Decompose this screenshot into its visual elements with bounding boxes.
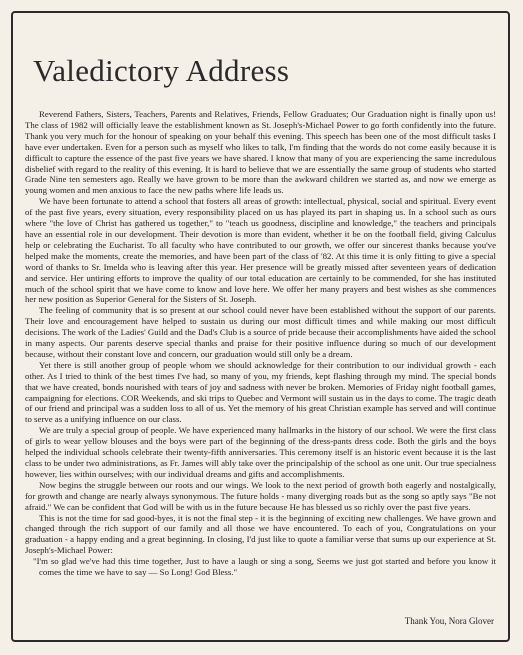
paragraph: We are truly a special group of people. We have experienced many hallmarks in the history of our school. We were the first class of girls to wear yellow blouses and the boys were part of the beginning of the dress-pants dress code. Both the girls and the boys helped the individual schools celebrate their twenty-fifth anniversaries. This ceremony itself is an historic event because it is the last class to be under two administrations, as Fr. James will ably take over the principalship of the school as one unit. Our true specialness however, lies within ourselves; with our individual dreams and gifts and accomplishments. bbox=[25, 425, 496, 479]
closing-quote: "I'm so glad we've had this time together, Just to have a laugh or sing a song, Seems we just got started and before you know it comes the time we have to say — So Long! God Bless." bbox=[33, 556, 496, 578]
document-title: Valedictory Address bbox=[33, 53, 290, 88]
paragraph: We have been fortunate to attend a school that fosters all areas of growth: intellectual, physical, social and spiritual. Every event of the past five years, every situation, every responsibility placed on us has played its part in shaping us. In a school such as ours where "the love of Christ has gathered us together," to "teach us goodness, discipline and knowledge," the teachers and principals have an essential role in our development. Their devotion is more than evident, whether it be on the football field, giving Calculus help or celebrating the Eucharist. To all faculty who have contributed to our growth, we offer our sincerest thanks because you've helped make the moments, create the memories, and have been part of the class of '82. At this time it is only fitting to give a special word of thanks to Sr. Imelda who is leaving after this year. Her presence will be greatly missed after seventeen years of dedication and service. Her untiring efforts to improve the quality of our total education are certainly to be commended, for she has instituted much of the school spirit that we have come to know and love here. We offer her many prayers and best wishes as she commences her new position as Superior General for the Sisters of St. Joseph. bbox=[25, 196, 496, 305]
paragraph: Reverend Fathers, Sisters, Teachers, Parents and Relatives, Friends, Fellow Graduates; Our Graduation night is finally upon us! The class of 1982 will officially leave the establishment known as St. Joseph's-Michael Power to go forth confidently into the future. Thank you very much for the honour of speaking on your behalf this evening. This speech has been one of the most difficult tasks I have ever undertaken. Even for a person such as myself who likes to talk, I'm finding that the words do not come easily because it is difficult to capture the essence of the past five years we have shared. I know that many of you are experiencing the same incredulous disbelief with regard to the reality of this evening. It is hard to believe that we are essentially the same group of students who started Grade Nine ten semesters ago. Really we have grown to be more than the awkward children we started as, and now we emerge as young women and men anxious to face the new paths where life leads us. bbox=[25, 109, 496, 196]
paragraph: Yet there is still another group of people whom we should acknowledge for their contribution to our individual growth - each other. As I tried to think of the best times I've had, so many of you, my friends, kept flashing through my mind. The special bonds that we have created, bonds nourished with tears of joy and sadness with never be broken. Memories of Friday night football games, campaigning for elections. COR Weekends, and ski trips to Quebec and Vermont will sustain us in the days to come. The tragic death of our friend and principal was a sudden loss to all of us. Yet the memory of his great Christian example has served and will continue to serve as a unifying influence on our class. bbox=[25, 359, 496, 425]
document-frame bbox=[11, 11, 510, 642]
signature: Thank You, Nora Glover bbox=[404, 616, 494, 626]
paragraph: This is not the time for sad good-byes, it is not the final step - it is the beginning of exciting new challenges. We have grown and changed through the rich support of our family and all those we have encountered. To each of you, Congratulations on your graduation - a happy ending and a great beginning. In closing, I'd just like to quote a familiar verse that sums up our experience at St. Joseph's-Michael Power: bbox=[25, 512, 496, 556]
paragraph: Now begins the struggle between our roots and our wings. We look to the next period of growth both eagerly and nostalgically, for growth and change are nearly always synonymous. The future holds - many diverging roads but as the song so aptly says "Be not afraid." We can be confident that God will be with us in the future because He has blessed us so richly over the past five years. bbox=[25, 479, 496, 512]
paragraph: The feeling of community that is so present at our school could never have been established without the support of our parents. Their love and encouragement have helped to sustain us during our most difficult times and while making our most difficult decisions. The work of the Ladies' Guild and the Dad's Club is a source of pride because their accomplishments have aided the school in many aspects. Our parents deserve special thanks and praise for their positive influence during so much of our development because, without their constant love and concern, our graduation would still only be a dream. bbox=[25, 305, 496, 359]
document-body bbox=[25, 109, 496, 578]
